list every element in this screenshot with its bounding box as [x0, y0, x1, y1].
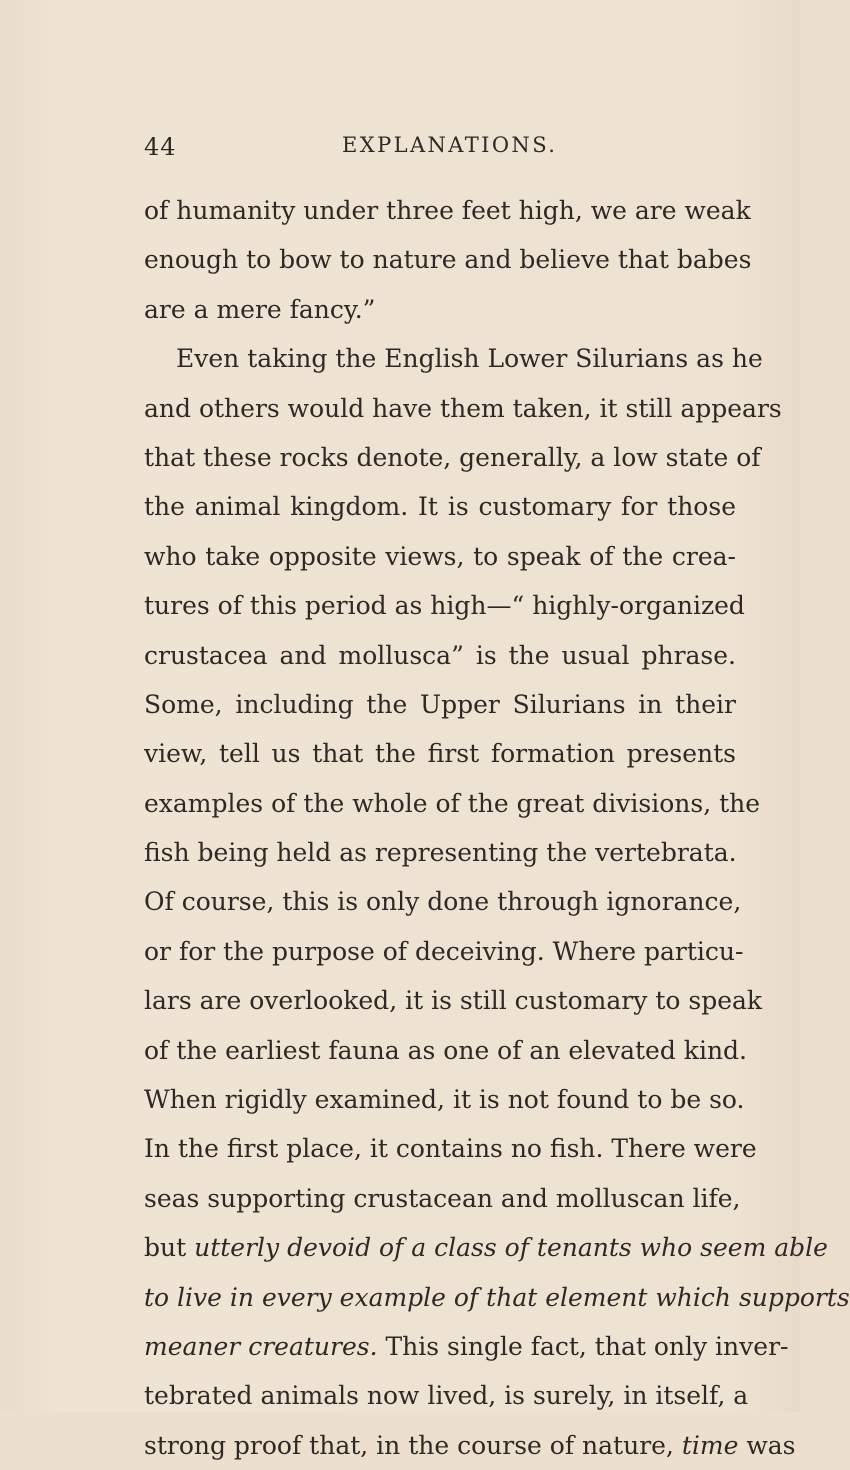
text-line	[144, 1026, 747, 1075]
text-run: or for the purpose of deceiving. Where particu-	[144, 936, 744, 966]
text-run: was	[738, 1430, 796, 1460]
italic-text: utterly devoid of a class of tenants who seem able	[194, 1233, 828, 1263]
text-run: tures of this period as high—“ highly-organized	[144, 591, 745, 621]
text-run: of the earliest fauna as one of an elevated kind.	[144, 1035, 747, 1065]
text-run: enough to bow to nature and believe that babes	[144, 245, 752, 275]
text-line	[144, 1223, 828, 1272]
text-run: are a mere fancy.”	[144, 294, 376, 324]
text-line	[144, 384, 782, 433]
text-run: lars are overlooked, it is still customary to speak	[144, 986, 763, 1016]
text-line	[144, 877, 742, 926]
text-line	[144, 779, 761, 828]
text-line	[144, 1322, 789, 1371]
italic-text: meaner creatures.	[144, 1331, 378, 1361]
text-run: In the first place, it contains no fish. There were	[144, 1134, 757, 1164]
text-run: the animal kingdom. It is customary for those	[144, 492, 736, 522]
text-run: When rigidly examined, it is not found to be so.	[144, 1085, 745, 1115]
text-line	[144, 828, 736, 877]
text-run: Of course, this is only done through ignorance,	[144, 887, 742, 917]
text-line	[144, 1124, 757, 1173]
text-run: This single fact, that only inver-	[377, 1331, 789, 1361]
body-text	[144, 186, 850, 1470]
text-line	[144, 285, 736, 334]
text-line	[144, 433, 761, 482]
text-run: Some, including the Upper Silurians in their	[144, 689, 736, 719]
text-line	[144, 1273, 850, 1322]
italic-text: time	[681, 1430, 739, 1460]
text-run: that these rocks denote, generally, a low state of	[144, 442, 761, 472]
text-run: examples of the whole of the great divisions, the	[144, 788, 761, 818]
text-line	[144, 1174, 741, 1223]
text-line	[144, 186, 751, 235]
text-line	[144, 927, 744, 976]
text-run: and others would have them taken, it still appears	[144, 393, 782, 423]
text-line	[144, 482, 736, 531]
running-head	[144, 133, 744, 167]
text-line	[144, 334, 763, 383]
text-run: who take opposite views, to speak of the crea-	[144, 541, 736, 571]
text-run: view, tell us that the first formation presents	[144, 739, 736, 769]
text-run: crustacea and mollusca” is the usual phrase.	[144, 640, 736, 670]
text-run: tebrated animals now lived, is surely, in itself, a	[144, 1381, 749, 1411]
text-line	[144, 729, 736, 778]
text-line	[144, 1075, 745, 1124]
page-number: 44	[144, 133, 177, 161]
text-run: seas supporting crustacean and molluscan life,	[144, 1183, 741, 1213]
text-run: but	[144, 1233, 195, 1263]
text-line	[144, 581, 745, 630]
text-line	[144, 235, 752, 284]
text-line	[144, 631, 736, 680]
text-run: fish being held as representing the vertebrata.	[144, 838, 737, 868]
text-run: strong proof that, in the course of nature,	[144, 1430, 682, 1460]
text-line	[144, 1371, 749, 1420]
text-line	[144, 1421, 796, 1470]
text-line	[144, 976, 763, 1025]
running-title: EXPLANATIONS.	[342, 133, 558, 157]
text-line	[144, 680, 736, 729]
italic-text: to live in every example of that element which supports	[144, 1282, 850, 1312]
text-line	[144, 532, 736, 581]
text-run: of humanity under three feet high, we are weak	[144, 196, 751, 225]
text-run: Even taking the English Lower Silurians as he	[176, 344, 763, 374]
